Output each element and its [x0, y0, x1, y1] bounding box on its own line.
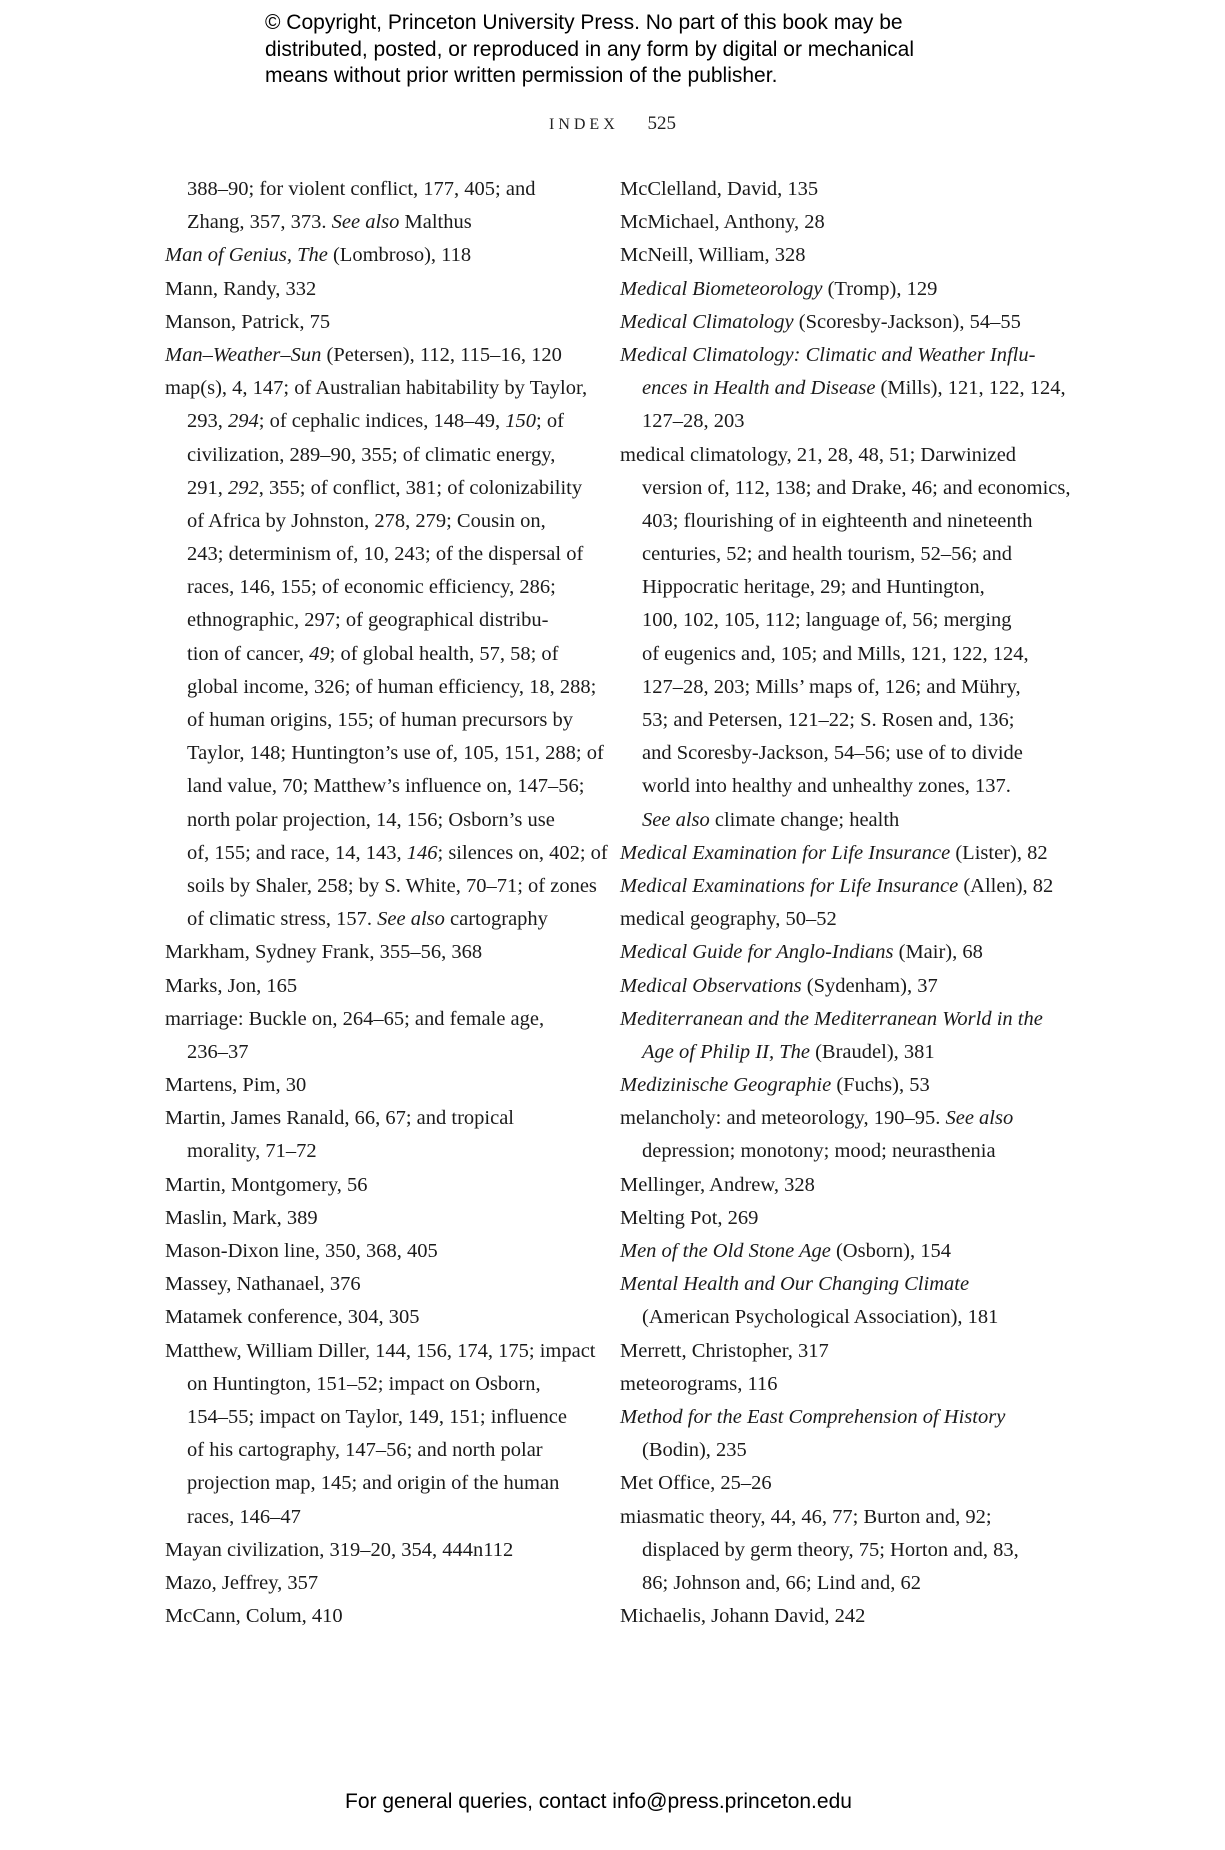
index-text: (Mair), 68 [893, 941, 983, 964]
index-text: (American Psychological Association), 181 [642, 1306, 999, 1329]
index-text: 403; flourishing of in eighteenth and nineteenth [642, 509, 1033, 532]
index-text: world into healthy and unhealthy zones, 137. [642, 775, 1011, 798]
index-line [620, 472, 1070, 505]
index-line [165, 339, 615, 372]
index-text: Mann, Randy, 332 [165, 277, 317, 300]
index-text-italic: Medical Examination for Life Insurance [620, 841, 951, 864]
index-text: Mayan civilization, 319–20, 354, 444n112 [165, 1538, 514, 1561]
index-line [620, 372, 1070, 405]
index-line [165, 472, 615, 505]
index-text-italic: 294 [228, 410, 259, 433]
index-text: Mason-Dixon line, 350, 368, 405 [165, 1240, 438, 1262]
index-text: 127–28, 203 [642, 410, 745, 433]
index-line [620, 173, 1070, 206]
index-text: (Petersen), 112, 115–16, 120 [321, 343, 562, 366]
index-line [620, 239, 1070, 272]
index-line [620, 1335, 1070, 1368]
index-line [620, 970, 1070, 1003]
index-line [620, 505, 1070, 538]
index-text: ; silences on, 402; of [437, 841, 608, 864]
index-text: of human origins, 155; of human precursors by [187, 709, 574, 731]
index-text-italic: Mediterranean and the Mediterranean World in the [620, 1007, 1043, 1030]
index-line [165, 1434, 615, 1467]
index-line [620, 1003, 1070, 1036]
index-text: , 355; of conflict, 381; of colonizability [258, 476, 583, 499]
index-text-italic: See also [945, 1107, 1014, 1130]
index-text: ; of cephalic indices, 148–49, [258, 410, 506, 433]
index-line [620, 538, 1070, 571]
index-line [620, 837, 1070, 870]
index-text: Massey, Nathanael, 376 [165, 1273, 361, 1296]
index-text: projection map, 145; and origin of the human [187, 1472, 560, 1495]
index-line [620, 737, 1070, 770]
index-line [620, 638, 1070, 671]
index-text: morality, 71–72 [187, 1140, 317, 1163]
index-text-italic: Medizinische Geographie [620, 1074, 832, 1097]
index-text: (Tromp), 129 [822, 277, 938, 300]
copyright-line: © Copyright, Princeton University Press. No part of this book may be [265, 11, 903, 34]
index-text: 243; determinism of, 10, 243; of the dispersal of [187, 543, 584, 566]
index-text-italic: Man–Weather–Sun [165, 343, 322, 366]
index-text-italic: Medical Examinations for Life Insurance [620, 874, 959, 897]
index-text: 236–37 [187, 1040, 249, 1063]
index-text: 127–28, 203; Mills’ maps of, 126; and Mühry, [642, 675, 1021, 698]
index-text-italic: Medical Climatology [620, 310, 794, 333]
index-text: Michaelis, Johann David, 242 [620, 1605, 866, 1628]
index-line [165, 439, 615, 472]
index-text: (Fuchs), 53 [831, 1074, 930, 1097]
footer-contact: For general queries, contact info@press.princeton.edu [345, 1790, 852, 1813]
index-text-italic: See also [642, 808, 710, 831]
index-text: McMichael, Anthony, 28 [620, 211, 825, 234]
index-line [165, 1036, 615, 1069]
copyright-line: means without prior written permission of the publisher. [265, 64, 778, 87]
index-text: Manson, Patrick, 75 [165, 310, 331, 333]
index-text: ; of [536, 410, 564, 433]
index-line [165, 936, 615, 969]
index-line [620, 1368, 1070, 1401]
index-line [620, 1102, 1070, 1135]
index-text: 291, [187, 476, 228, 499]
index-line [165, 704, 615, 737]
index-column-left [165, 173, 615, 1633]
index-text-italic: Men of the Old Stone Age [620, 1240, 831, 1262]
index-text: on Huntington, 151–52; impact on Osborn, [187, 1372, 541, 1395]
index-text: Martens, Pim, 30 [165, 1074, 307, 1097]
index-text: tion of cancer, [187, 642, 310, 665]
index-line [165, 1467, 615, 1500]
index-text: Marks, Jon, 165 [165, 974, 298, 997]
index-line [620, 1036, 1070, 1069]
index-line [620, 1202, 1070, 1235]
index-line [165, 804, 615, 837]
index-line [620, 704, 1070, 737]
index-text: McClelland, David, 135 [620, 178, 819, 200]
index-text: of Africa by Johnston, 278, 279; Cousin on, [187, 509, 546, 532]
index-text: climate change; health [709, 808, 900, 831]
index-column-right [620, 173, 1070, 1633]
index-text-italic: Medical Guide for Anglo-Indians [620, 941, 894, 964]
index-text: Martin, James Ranald, 66, 67; and tropical [165, 1107, 514, 1130]
index-line [165, 1003, 615, 1036]
index-line [620, 405, 1070, 438]
index-line [165, 770, 615, 803]
index-text: Met Office, 25–26 [620, 1472, 772, 1495]
index-line [620, 439, 1070, 472]
index-line [165, 970, 615, 1003]
index-text: civilization, 289–90, 355; of climatic energy, [187, 443, 556, 466]
index-text-italic: Method for the East Comprehension of History [620, 1405, 1006, 1428]
index-line [165, 206, 615, 239]
index-line [165, 1202, 615, 1235]
index-text: cartography [444, 908, 548, 931]
index-line [620, 903, 1070, 936]
index-line [620, 339, 1070, 372]
index-line [620, 1235, 1070, 1268]
index-text: melancholy: and meteorology, 190–95. [620, 1107, 946, 1130]
index-text-italic: Age of Philip II, The [642, 1040, 810, 1063]
index-line [620, 571, 1070, 604]
index-text: ethnographic, 297; of geographical distribu- [187, 609, 549, 632]
index-text: and Scoresby-Jackson, 54–56; use of to divide [642, 742, 1023, 765]
index-line [165, 1401, 615, 1434]
copyright-line: distributed, posted, or reproduced in any form by digital or mechanical [265, 37, 915, 61]
index-line [620, 671, 1070, 704]
index-text-italic: Mental Health and Our Changing Climate [620, 1273, 970, 1296]
index-text: north polar projection, 14, 156; Osborn’s use [187, 808, 555, 831]
index-line [165, 173, 615, 206]
index-line [165, 1301, 615, 1334]
index-line [620, 1600, 1070, 1633]
index-line [165, 505, 615, 538]
index-text: ; of global health, 57, 58; of [329, 642, 559, 665]
index-line [165, 1567, 615, 1600]
index-text-italic: See also [377, 908, 445, 931]
index-text: version of, 112, 138; and Drake, 46; and economics, [642, 476, 1071, 499]
index-text: McNeill, William, 328 [620, 244, 806, 267]
index-text: of eugenics and, 105; and Mills, 121, 122, 124, [642, 642, 1029, 665]
index-text: races, 146–47 [187, 1505, 301, 1528]
index-text: (Allen), 82 [958, 874, 1054, 897]
index-line [165, 1102, 615, 1135]
index-line [165, 671, 615, 704]
index-line [620, 273, 1070, 306]
index-line [165, 737, 615, 770]
index-text: centuries, 52; and health tourism, 52–56; and [642, 543, 1013, 566]
index-text: Mazo, Jeffrey, 357 [165, 1571, 319, 1594]
index-line [620, 306, 1070, 339]
index-text: Mellinger, Andrew, 328 [620, 1173, 815, 1196]
index-text: medical climatology, 21, 28, 48, 51; Darwinized [620, 443, 1017, 466]
index-text: Martin, Montgomery, 56 [165, 1173, 368, 1196]
index-line [165, 903, 615, 936]
index-text: 53; and Petersen, 121–22; S. Rosen and, 136; [642, 709, 1015, 731]
index-text: global income, 326; of human efficiency, 18, 288; [187, 675, 597, 698]
index-line [620, 206, 1070, 239]
index-text: (Braudel), 381 [809, 1040, 935, 1063]
index-line [620, 1501, 1070, 1534]
index-text: displaced by germ theory, 75; Horton and, 83, [642, 1538, 1019, 1561]
index-text: map(s), 4, 147; of Australian habitability by Taylor, [165, 377, 588, 400]
index-text: land value, 70; Matthew’s influence on, 147–56; [187, 775, 585, 798]
index-text: races, 146, 155; of economic efficiency, 286; [187, 576, 556, 599]
index-text-italic: Medical Biometeorology [620, 277, 823, 300]
index-line [620, 604, 1070, 637]
index-line [165, 405, 615, 438]
index-text: 293, [187, 410, 228, 433]
index-text: Hippocratic heritage, 29; and Huntington, [642, 576, 985, 599]
index-line [620, 1268, 1070, 1301]
index-line [620, 1169, 1070, 1202]
index-text: (Osborn), 154 [830, 1240, 951, 1262]
index-line [165, 239, 615, 272]
index-text: 388–90; for violent conflict, 177, 405; and [187, 178, 536, 200]
index-line [620, 1534, 1070, 1567]
index-text-italic: 292 [228, 476, 259, 499]
index-text: Matthew, William Diller, 144, 156, 174, 175; impact [165, 1339, 596, 1362]
index-text: (Sydenham), 37 [801, 974, 938, 997]
index-line [620, 1401, 1070, 1434]
index-line [165, 604, 615, 637]
index-line [165, 273, 615, 306]
index-line [165, 638, 615, 671]
index-text: (Lombroso), 118 [327, 244, 472, 267]
index-line [620, 936, 1070, 969]
page-number: 525 [647, 113, 676, 134]
index-line [165, 1534, 615, 1567]
index-text-italic: ences in Health and Disease [642, 377, 876, 400]
index-line [165, 1169, 615, 1202]
index-line [165, 870, 615, 903]
index-line [165, 1600, 615, 1633]
index-text: Taylor, 148; Huntington’s use of, 105, 151, 288; of [187, 742, 604, 765]
running-head [0, 113, 1225, 135]
index-line [620, 1467, 1070, 1500]
index-text: depression; monotony; mood; neurasthenia [642, 1140, 996, 1163]
index-line [620, 1135, 1070, 1168]
index-text-italic: 146 [406, 841, 438, 864]
index-line [165, 372, 615, 405]
index-text: soils by Shaler, 258; by S. White, 70–71; of zones [187, 874, 597, 897]
index-text-italic: Medical Observations [620, 974, 802, 997]
index-line [620, 1567, 1070, 1600]
index-text: Malthus [399, 211, 472, 234]
index-text: Markham, Sydney Frank, 355–56, 368 [165, 941, 483, 964]
index-text: (Mills), 121, 122, 124, [875, 377, 1066, 400]
index-text: 86; Johnson and, 66; Lind and, 62 [642, 1571, 922, 1594]
index-line [620, 1434, 1070, 1467]
index-text-italic: 150 [505, 410, 537, 433]
index-text-italic: Medical Climatology: Climatic and Weather Influ- [620, 343, 1036, 366]
index-text-italic: 49 [309, 642, 330, 665]
running-head-label: INDEX [548, 116, 619, 133]
index-line [620, 870, 1070, 903]
index-text: (Lister), 82 [950, 841, 1048, 864]
index-line [165, 1235, 615, 1268]
index-text: McCann, Colum, 410 [165, 1605, 343, 1628]
index-line [165, 1335, 615, 1368]
index-text: (Bodin), 235 [642, 1439, 747, 1462]
index-line [620, 1069, 1070, 1102]
index-text-italic: See also [331, 211, 400, 234]
copyright-notice [265, 10, 1025, 90]
index-text: meteorograms, 116 [620, 1372, 778, 1395]
index-line [620, 1301, 1070, 1334]
index-text: 154–55; impact on Taylor, 149, 151; influence [187, 1405, 567, 1428]
index-line [165, 1135, 615, 1168]
index-line [620, 804, 1070, 837]
index-text: Maslin, Mark, 389 [165, 1206, 318, 1229]
index-text: miasmatic theory, 44, 46, 77; Burton and, 92; [620, 1505, 992, 1528]
index-text: Melting Pot, 269 [620, 1206, 759, 1229]
index-text: of climatic stress, 157. [187, 908, 378, 931]
index-text: Matamek conference, 304, 305 [165, 1306, 420, 1329]
index-text: of his cartography, 147–56; and north polar [187, 1439, 543, 1462]
index-text: of, 155; and race, 14, 143, [187, 841, 407, 864]
index-line [620, 770, 1070, 803]
index-text: 100, 102, 105, 112; language of, 56; merging [642, 609, 1012, 632]
index-line [165, 1368, 615, 1401]
index-text: marriage: Buckle on, 264–65; and female age, [165, 1007, 545, 1030]
index-text: Merrett, Christopher, 317 [620, 1339, 829, 1362]
index-text-italic: Man of Genius, The [165, 244, 328, 267]
index-line [165, 837, 615, 870]
index-line [165, 571, 615, 604]
index-line [165, 1501, 615, 1534]
index-line [165, 1069, 615, 1102]
index-line [165, 538, 615, 571]
index-text: (Scoresby-Jackson), 54–55 [793, 310, 1021, 333]
index-text: Zhang, 357, 373. [187, 211, 332, 234]
index-text: medical geography, 50–52 [620, 908, 837, 931]
index-line [165, 306, 615, 339]
index-line [165, 1268, 615, 1301]
